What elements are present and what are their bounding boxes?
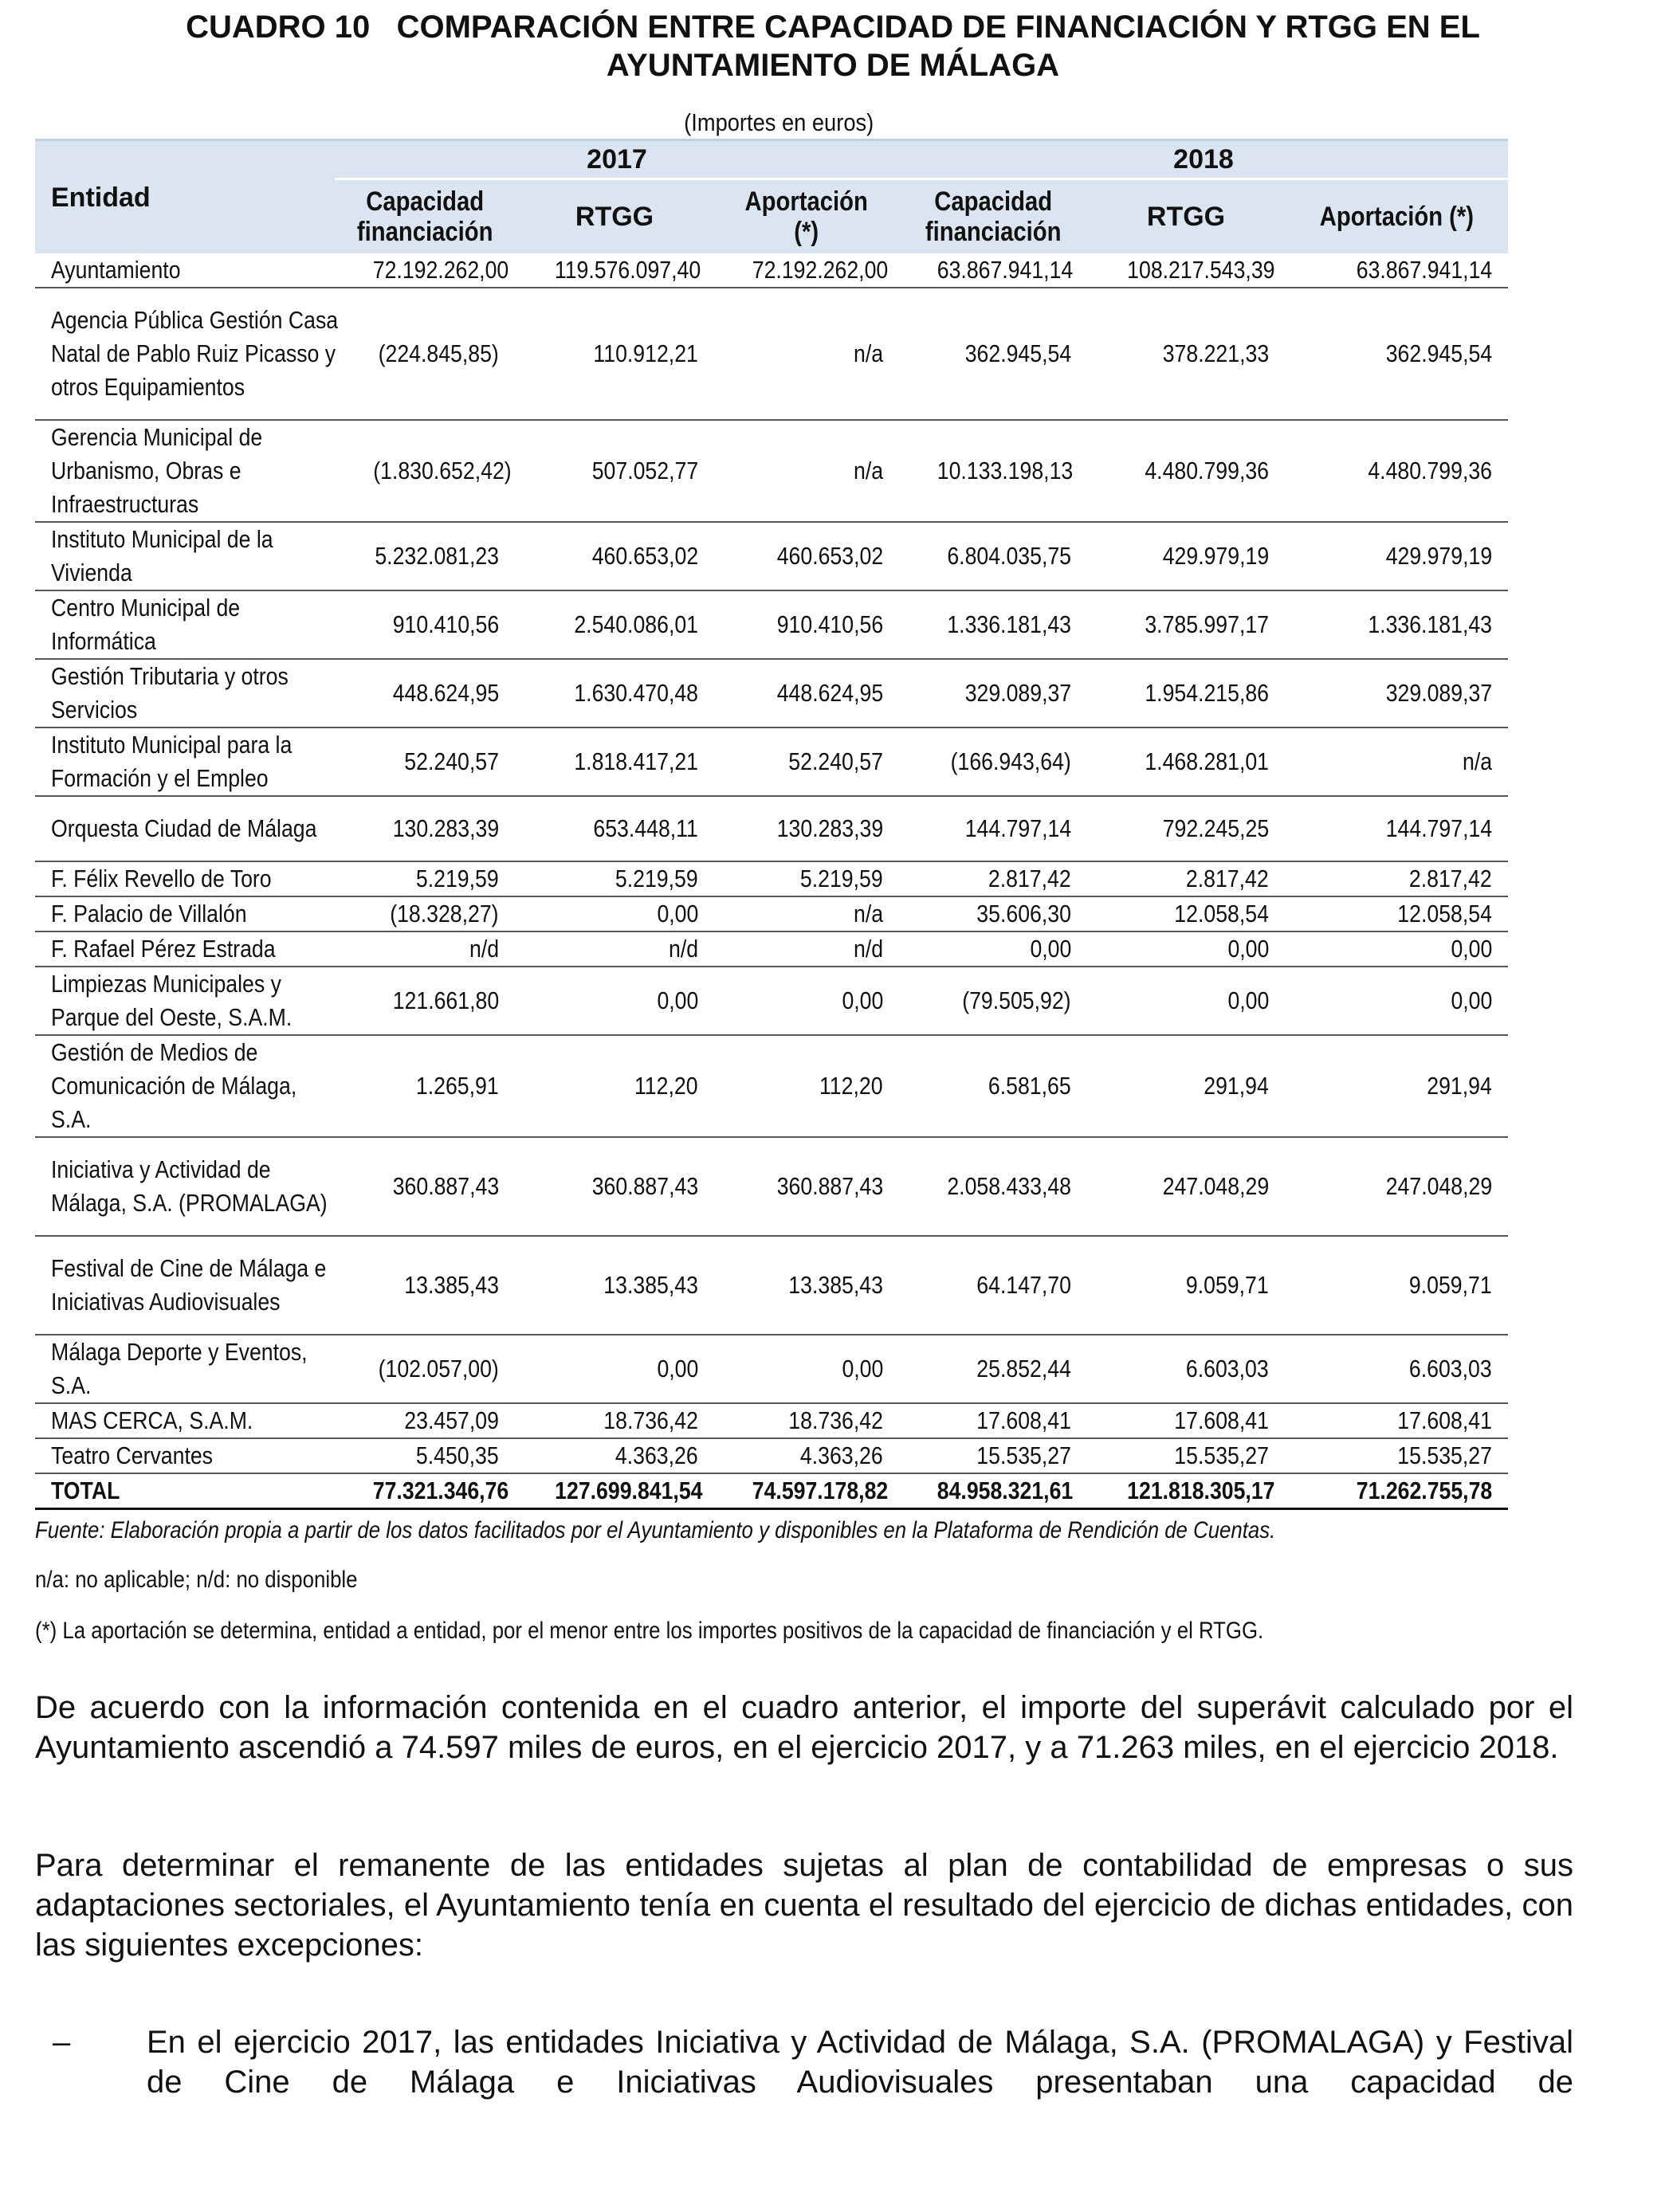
- table-row: [35, 659, 1508, 728]
- table-row: [35, 590, 1508, 659]
- value-cell: 17.608,41: [1087, 1403, 1285, 1438]
- value-cell: 1.336.181,43: [1285, 590, 1508, 659]
- value-cell: 4.480.799,36: [1087, 420, 1285, 522]
- value-cell: 910.410,56: [335, 590, 515, 659]
- value-cell: 0,00: [1087, 931, 1285, 967]
- header-rtgg-2018: RTGG: [1087, 179, 1285, 254]
- table-row: [35, 931, 1508, 967]
- abbreviations-note: n/a: no aplicable; n/d: no disponible: [35, 1567, 358, 1593]
- entity-cell: Limpiezas Municipales y Parque del Oeste, S.A.M.: [35, 967, 335, 1035]
- value-cell: 17.608,41: [1285, 1403, 1508, 1438]
- value-cell: 362.945,54: [899, 288, 1087, 420]
- table-row: [35, 967, 1508, 1035]
- table-row: [35, 896, 1508, 931]
- table-row: [35, 522, 1508, 590]
- table-row: [35, 1137, 1508, 1236]
- entity-cell: Instituto Municipal de la Vivienda: [35, 522, 335, 590]
- value-cell: 507.052,77: [515, 420, 714, 522]
- value-cell: 127.699.841,54: [515, 1473, 714, 1509]
- entity-cell: Instituto Municipal para la Formación y el Empleo: [35, 728, 335, 796]
- value-cell: 6.603,03: [1285, 1335, 1508, 1403]
- value-cell: 13.385,43: [335, 1236, 515, 1335]
- value-cell: 448.624,95: [714, 659, 899, 728]
- value-cell: (166.943,64): [899, 728, 1087, 796]
- value-cell: 12.058,54: [1285, 896, 1508, 931]
- value-cell: (224.845,85): [335, 288, 515, 420]
- value-cell: 329.089,37: [1285, 659, 1508, 728]
- asterisk-note: (*) La aportación se determina, entidad a entidad, por el menor entre los importes positivos de la capacidad de financiación y el RTGG.: [35, 1618, 1264, 1644]
- value-cell: 77.321.346,76: [335, 1473, 515, 1509]
- table-row: [35, 1438, 1508, 1473]
- source-note: Fuente: Elaboración propia a partir de los datos facilitados por el Ayuntamiento y disponibles en la Plataforma de Rendición de Cuentas.: [35, 1517, 1276, 1543]
- value-cell: 329.089,37: [899, 659, 1087, 728]
- value-cell: 23.457,09: [335, 1403, 515, 1438]
- entity-cell: Gerencia Municipal de Urbanismo, Obras e Infraestructuras: [35, 420, 335, 522]
- value-cell: 378.221,33: [1087, 288, 1285, 420]
- value-cell: 2.817,42: [1087, 861, 1285, 896]
- entity-cell: Centro Municipal de Informática: [35, 590, 335, 659]
- value-cell: 0,00: [714, 967, 899, 1035]
- entity-cell: F. Rafael Pérez Estrada: [35, 931, 335, 967]
- value-cell: 15.535,27: [1087, 1438, 1285, 1473]
- bullet-dash: –: [53, 2025, 71, 2060]
- value-cell: 2.817,42: [1285, 861, 1508, 896]
- value-cell: 2.817,42: [899, 861, 1087, 896]
- table-row: [35, 1335, 1508, 1403]
- value-cell: 2.540.086,01: [515, 590, 714, 659]
- value-cell: 2.058.433,48: [899, 1137, 1087, 1236]
- value-cell: 0,00: [1285, 931, 1508, 967]
- value-cell: 112,20: [714, 1035, 899, 1137]
- value-cell: 5.219,59: [515, 861, 714, 896]
- entity-cell: F. Félix Revello de Toro: [35, 861, 335, 896]
- value-cell: 5.232.081,23: [335, 522, 515, 590]
- value-cell: 5.450,35: [335, 1438, 515, 1473]
- header-aportacion-2017: Aportación (*): [714, 179, 899, 254]
- table-body: [35, 253, 1508, 1509]
- comparison-table: [35, 139, 1508, 1510]
- value-cell: 144.797,14: [1285, 796, 1508, 861]
- table-row: [35, 861, 1508, 896]
- value-cell: 13.385,43: [515, 1236, 714, 1335]
- table-title-line-1: CUADRO 10 COMPARACIÓN ENTRE CAPACIDAD DE FINANCIACIÓN Y RTGG EN EL: [186, 10, 1480, 45]
- value-cell: 5.219,59: [335, 861, 515, 896]
- table-row: [35, 728, 1508, 796]
- value-cell: 247.048,29: [1285, 1137, 1508, 1236]
- value-cell: 52.240,57: [335, 728, 515, 796]
- value-cell: n/d: [515, 931, 714, 967]
- value-cell: (1.830.652,42): [335, 420, 515, 522]
- value-cell: n/a: [714, 420, 899, 522]
- header-capacidad-2018: Capacidad financiación: [899, 179, 1087, 254]
- value-cell: 448.624,95: [335, 659, 515, 728]
- entity-cell: TOTAL: [35, 1473, 335, 1509]
- value-cell: 1.954.215,86: [1087, 659, 1285, 728]
- value-cell: 910.410,56: [714, 590, 899, 659]
- value-cell: 84.958.321,61: [899, 1473, 1087, 1509]
- value-cell: 6.581,65: [899, 1035, 1087, 1137]
- value-cell: 0,00: [515, 1335, 714, 1403]
- value-cell: 15.535,27: [899, 1438, 1087, 1473]
- value-cell: 130.283,39: [714, 796, 899, 861]
- value-cell: 63.867.941,14: [1285, 253, 1508, 288]
- value-cell: 1.630.470,48: [515, 659, 714, 728]
- value-cell: 3.785.997,17: [1087, 590, 1285, 659]
- value-cell: 360.887,43: [714, 1137, 899, 1236]
- value-cell: 653.448,11: [515, 796, 714, 861]
- value-cell: 121.661,80: [335, 967, 515, 1035]
- value-cell: 110.912,21: [515, 288, 714, 420]
- entity-cell: MAS CERCA, S.A.M.: [35, 1403, 335, 1438]
- value-cell: 72.192.262,00: [714, 253, 899, 288]
- value-cell: 291,94: [1087, 1035, 1285, 1137]
- table-title-line-2: AYUNTAMIENTO DE MÁLAGA: [606, 48, 1060, 83]
- value-cell: 1.336.181,43: [899, 590, 1087, 659]
- value-cell: 9.059,71: [1087, 1236, 1285, 1335]
- value-cell: 429.979,19: [1285, 522, 1508, 590]
- value-cell: 429.979,19: [1087, 522, 1285, 590]
- value-cell: 5.219,59: [714, 861, 899, 896]
- total-row: [35, 1473, 1508, 1509]
- value-cell: n/a: [714, 896, 899, 931]
- table-row: [35, 288, 1508, 420]
- value-cell: 291,94: [1285, 1035, 1508, 1137]
- table-row: [35, 1236, 1508, 1335]
- entity-cell: Gestión Tributaria y otros Servicios: [35, 659, 335, 728]
- value-cell: 35.606,30: [899, 896, 1087, 931]
- value-cell: 4.363,26: [515, 1438, 714, 1473]
- value-cell: (18.328,27): [335, 896, 515, 931]
- value-cell: 74.597.178,82: [714, 1473, 899, 1509]
- value-cell: 12.058,54: [1087, 896, 1285, 931]
- value-cell: 460.653,02: [714, 522, 899, 590]
- value-cell: 0,00: [515, 967, 714, 1035]
- entity-cell: Gestión de Medios de Comunicación de Málaga, S.A.: [35, 1035, 335, 1137]
- value-cell: 792.245,25: [1087, 796, 1285, 861]
- value-cell: 0,00: [1087, 967, 1285, 1035]
- value-cell: 247.048,29: [1087, 1137, 1285, 1236]
- value-cell: n/d: [714, 931, 899, 967]
- value-cell: 6.603,03: [1087, 1335, 1285, 1403]
- value-cell: 72.192.262,00: [335, 253, 515, 288]
- value-cell: 25.852,44: [899, 1335, 1087, 1403]
- value-cell: (79.505,92): [899, 967, 1087, 1035]
- value-cell: 13.385,43: [714, 1236, 899, 1335]
- value-cell: 52.240,57: [714, 728, 899, 796]
- value-cell: 0,00: [714, 1335, 899, 1403]
- header-capacidad-2017: Capacidad financiación: [335, 179, 515, 254]
- table-row: [35, 1403, 1508, 1438]
- value-cell: 0,00: [1285, 967, 1508, 1035]
- value-cell: 360.887,43: [515, 1137, 714, 1236]
- header-year-2018: 2018: [899, 140, 1508, 179]
- value-cell: 6.804.035,75: [899, 522, 1087, 590]
- table-row: [35, 420, 1508, 522]
- value-cell: 144.797,14: [899, 796, 1087, 861]
- value-cell: (102.057,00): [335, 1335, 515, 1403]
- value-cell: 0,00: [899, 931, 1087, 967]
- entity-cell: Agencia Pública Gestión Casa Natal de Pablo Ruiz Picasso y otros Equipamientos: [35, 288, 335, 420]
- value-cell: 4.363,26: [714, 1438, 899, 1473]
- value-cell: 18.736,42: [515, 1403, 714, 1438]
- table-title: [32, 8, 1634, 84]
- value-cell: 17.608,41: [899, 1403, 1087, 1438]
- value-cell: 108.217.543,39: [1087, 253, 1285, 288]
- table-row: [35, 253, 1508, 288]
- header-entity: Entidad: [35, 140, 335, 254]
- bullet-text: En el ejercicio 2017, las entidades Iniciativa y Actividad de Málaga, S.A. (PROMALAGA) y Festival de Cine de Málaga e Iniciativas Audiovisuales presentaban una capacidad de: [147, 2025, 1573, 2100]
- value-cell: 119.576.097,40: [515, 253, 714, 288]
- value-cell: 1.818.417,21: [515, 728, 714, 796]
- value-cell: 1.265,91: [335, 1035, 515, 1137]
- entity-cell: Ayuntamiento: [35, 253, 335, 288]
- header-year-2017: 2017: [335, 140, 899, 179]
- value-cell: n/a: [1285, 728, 1508, 796]
- paragraph-2: Para determinar el remanente de las entidades sujetas al plan de contabilidad de empresas o sus adaptaciones sectoriales, el Ayuntamiento tenía en cuenta el resultado del ejercicio de dichas entidades, con las siguientes excepciones:: [35, 1848, 1573, 1963]
- table-row: [35, 796, 1508, 861]
- value-cell: 112,20: [515, 1035, 714, 1137]
- entity-cell: F. Palacio de Villalón: [35, 896, 335, 931]
- entity-cell: Iniciativa y Actividad de Málaga, S.A. (PROMALAGA): [35, 1137, 335, 1236]
- value-cell: n/a: [714, 288, 899, 420]
- table-row: [35, 1035, 1508, 1137]
- value-cell: 18.736,42: [714, 1403, 899, 1438]
- value-cell: 9.059,71: [1285, 1236, 1508, 1335]
- value-cell: 15.535,27: [1285, 1438, 1508, 1473]
- value-cell: 130.283,39: [335, 796, 515, 861]
- value-cell: n/d: [335, 931, 515, 967]
- value-cell: 71.262.755,78: [1285, 1473, 1508, 1509]
- value-cell: 0,00: [515, 896, 714, 931]
- value-cell: 63.867.941,14: [899, 253, 1087, 288]
- units-note: (Importes en euros): [684, 108, 874, 136]
- paragraph-1: De acuerdo con la información contenida en el cuadro anterior, el importe del superávit calculado por el Ayuntamiento ascendió a 74.597 miles de euros, en el ejercicio 2017, y a 71.263 miles, en el ejercicio 2018.: [35, 1690, 1573, 1765]
- header-rtgg-2017: RTGG: [515, 179, 714, 254]
- value-cell: 1.468.281,01: [1087, 728, 1285, 796]
- value-cell: 360.887,43: [335, 1137, 515, 1236]
- header-aportacion-2018: Aportación (*): [1285, 179, 1508, 254]
- entity-cell: Teatro Cervantes: [35, 1438, 335, 1473]
- entity-cell: Festival de Cine de Málaga e Iniciativas Audiovisuales: [35, 1236, 335, 1335]
- value-cell: 362.945,54: [1285, 288, 1508, 420]
- value-cell: 64.147,70: [899, 1236, 1087, 1335]
- value-cell: 121.818.305,17: [1087, 1473, 1285, 1509]
- table-header: [35, 140, 1508, 254]
- value-cell: 4.480.799,36: [1285, 420, 1508, 522]
- entity-cell: Málaga Deporte y Eventos, S.A.: [35, 1335, 335, 1403]
- entity-cell: Orquesta Ciudad de Málaga: [35, 796, 335, 861]
- value-cell: 460.653,02: [515, 522, 714, 590]
- value-cell: 10.133.198,13: [899, 420, 1087, 522]
